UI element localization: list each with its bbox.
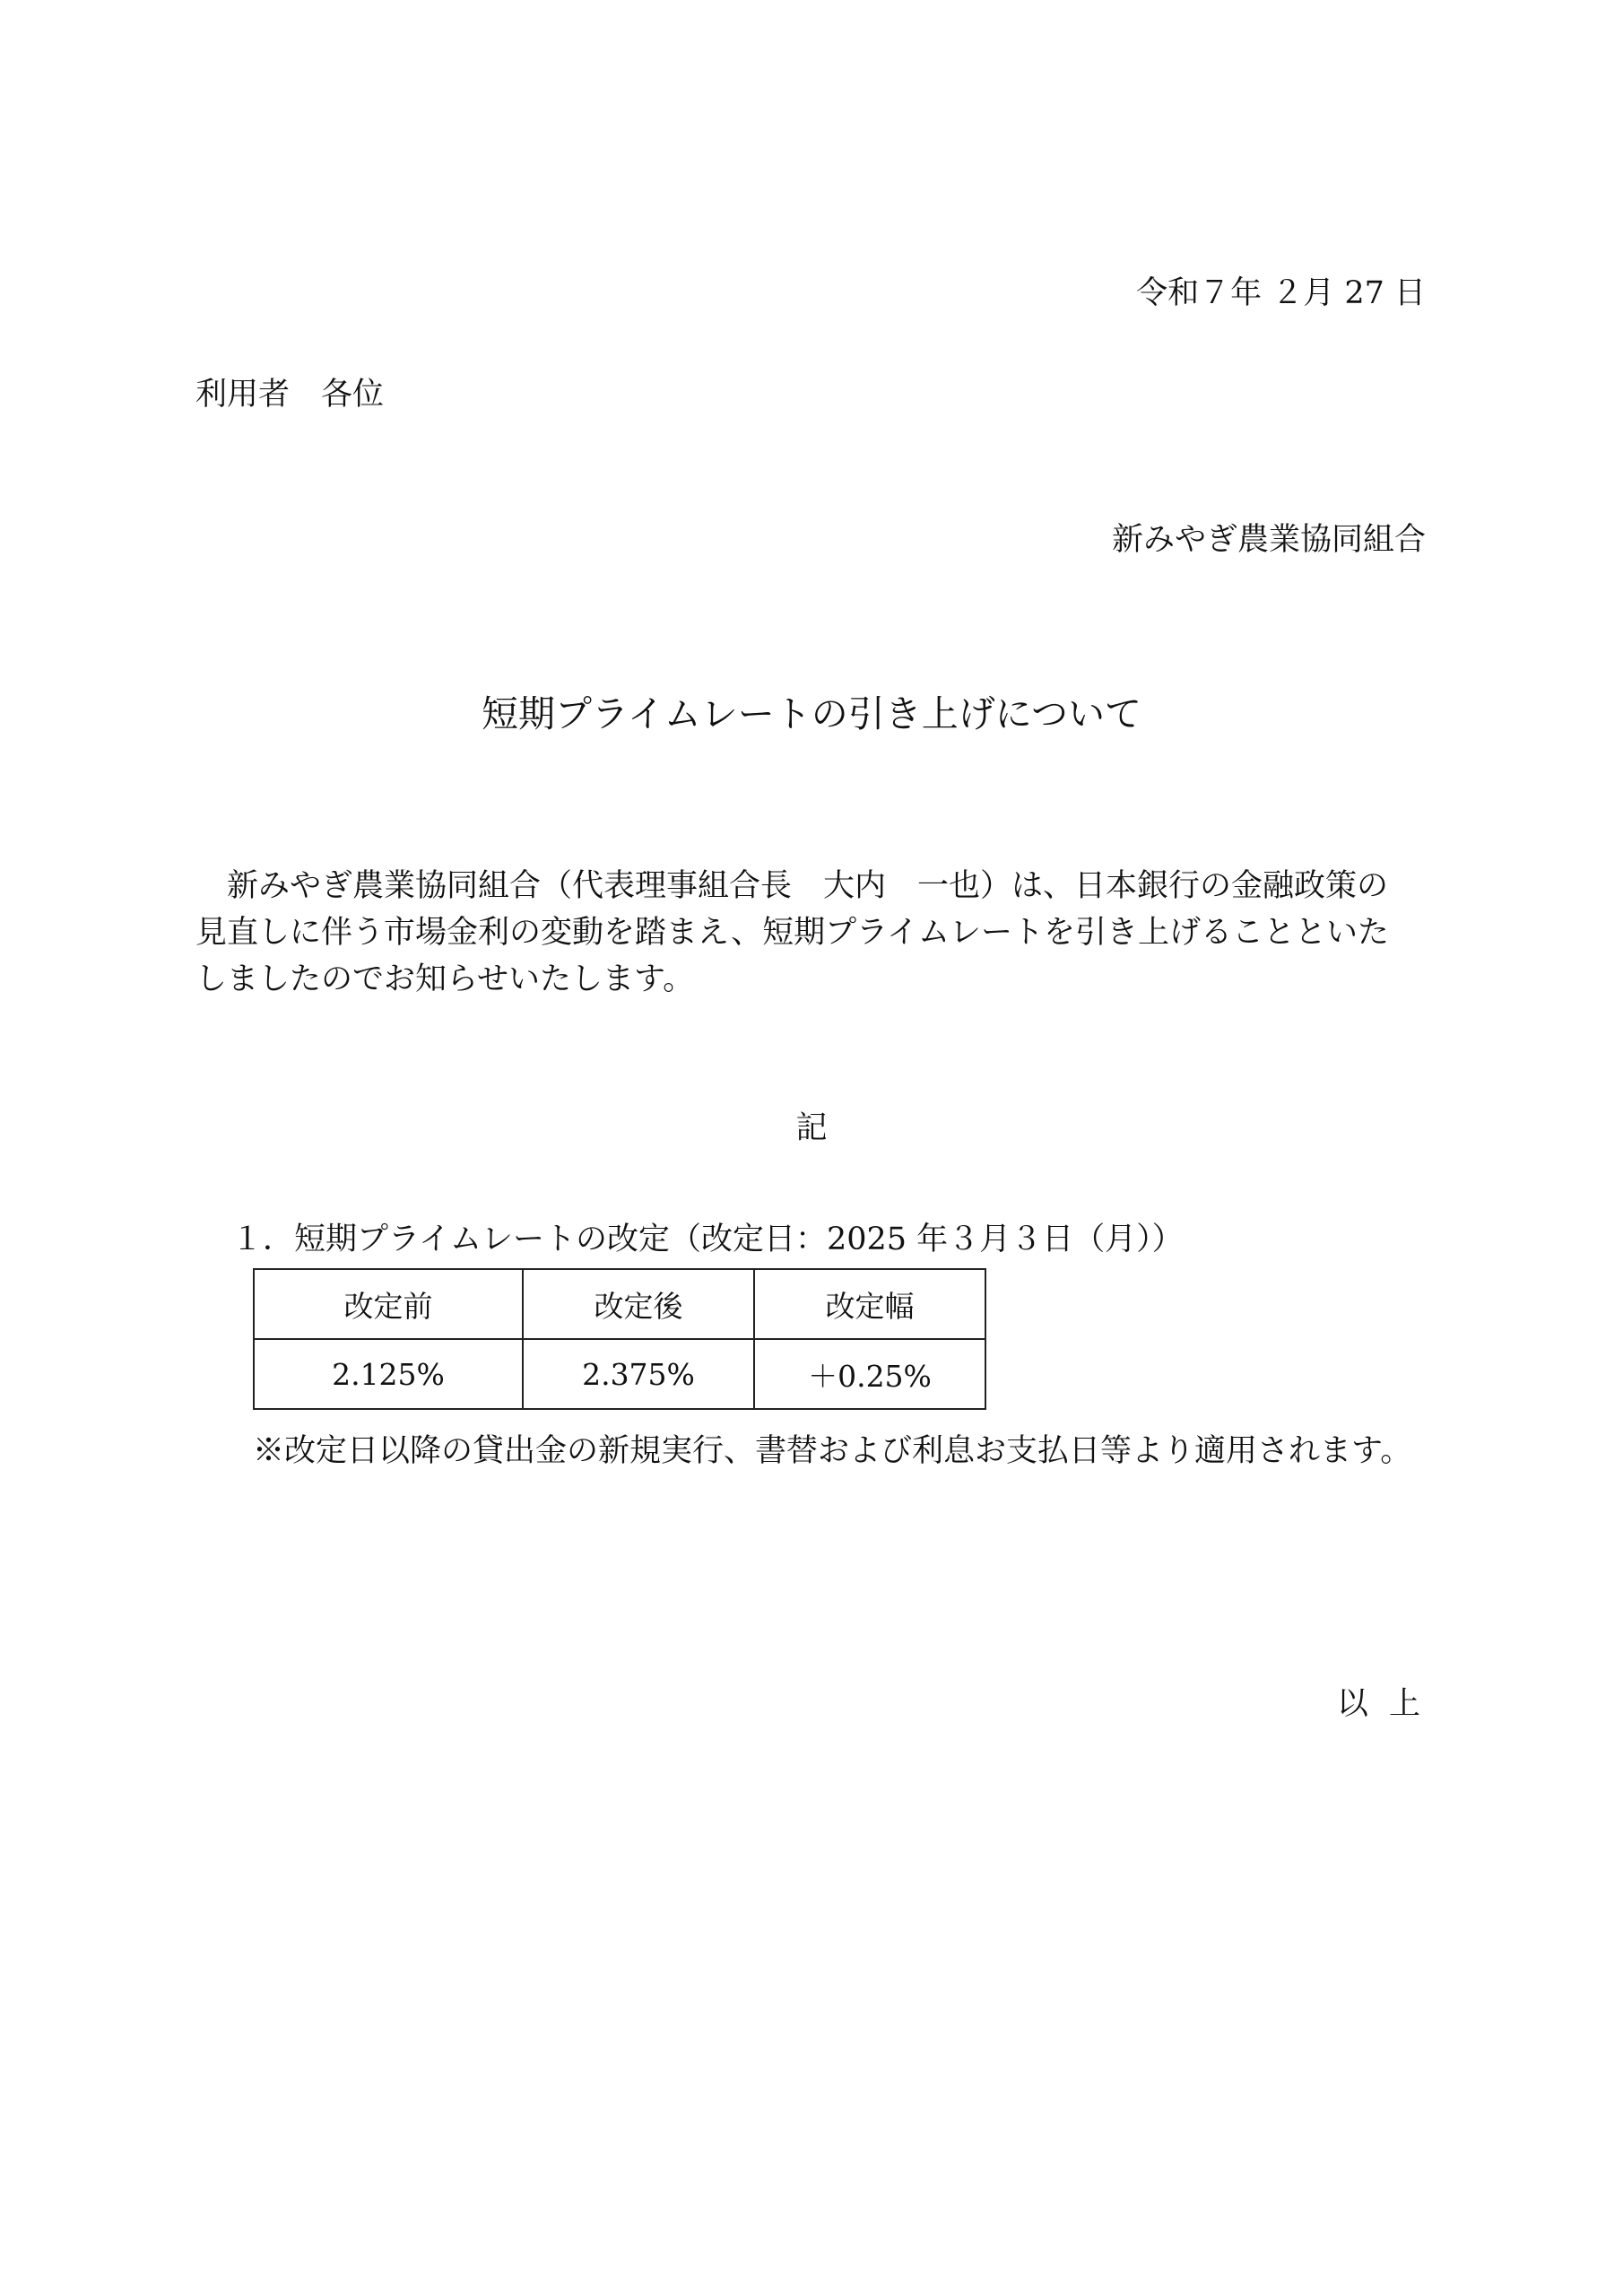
document-title: 短期プライムレートの引き上げについて <box>482 692 1141 735</box>
closing-mark: 以 上 <box>1336 1686 1426 1722</box>
table-cell-after: 2.375% <box>523 1339 754 1409</box>
body-line: しましたのでお知らせいたします。 <box>195 961 695 997</box>
table-header-row <box>254 1269 985 1339</box>
table-header-cell: 改定後 <box>523 1269 754 1339</box>
table-row <box>254 1339 985 1409</box>
table-cell-change: ＋0.25% <box>754 1339 985 1409</box>
item-heading: １．短期プライムレートの改定（改定日：2025 年３月３日（月）） <box>231 1222 1184 1257</box>
document-date: 令和７年 ２月 27 日 <box>1136 275 1426 311</box>
recipient: 利用者 各位 <box>195 377 385 413</box>
rate-table <box>253 1268 986 1410</box>
table-cell-before: 2.125% <box>254 1339 523 1409</box>
table-header-cell: 改定前 <box>254 1269 523 1339</box>
ki-heading: 記 <box>795 1110 828 1146</box>
body-paragraph <box>195 863 1433 1003</box>
table-header-cell: 改定幅 <box>754 1269 985 1339</box>
body-line: 新みやぎ農業協同組合（代表理事組合長 大内 一也）は、日本銀行の金融政策の <box>195 868 1389 904</box>
sender-organization: 新みやぎ農業協同組合 <box>1111 522 1426 558</box>
body-line: 見直しに伴う市場金利の変動を踏まえ、短期プライムレートを引き上げることといた <box>195 915 1390 951</box>
application-note: ※改定日以降の貸出金の新規実行、書替および利息お支払日等より適用されます。 <box>253 1433 1412 1469</box>
